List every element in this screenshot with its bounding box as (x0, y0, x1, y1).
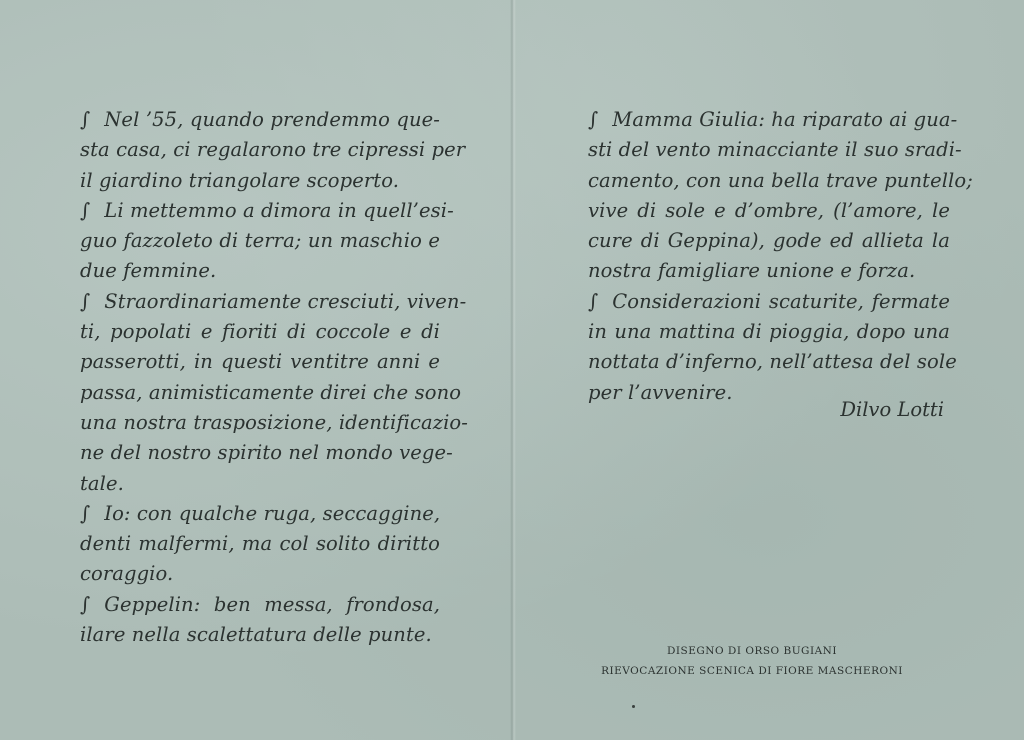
line-text: nottata d’inferno, nell’attesa del sole (588, 350, 957, 374)
text-line (80, 469, 440, 499)
line-text: il giardino triangolare scoperto. (80, 168, 400, 192)
line-text: Straordinariamente cresciuti, viven- (104, 289, 467, 313)
line-text: nostra famigliare unione e forza. (588, 259, 916, 283)
line-text: Io: con qualche ruga, seccaggine, (104, 501, 441, 525)
line-text: sta casa, ci regalarono tre cipressi per (80, 138, 466, 162)
line-text: passerotti, in questi ventitre anni e (80, 350, 440, 374)
line-text: vive di sole e d’ombre, (l’amore, le (588, 198, 950, 222)
text-line (588, 166, 973, 196)
text-line (80, 620, 440, 650)
text-line (80, 287, 467, 317)
text-line (80, 529, 440, 559)
text-line (588, 135, 962, 165)
text-line (80, 196, 454, 226)
text-line (80, 166, 440, 196)
text-line (80, 438, 453, 468)
line-text: Nel ’55, quando prendemmo que- (104, 108, 440, 131)
line-text: coraggio. (80, 562, 174, 586)
line-text: per l’avvenire. (588, 380, 733, 404)
text-line (80, 559, 440, 589)
text-line (80, 105, 440, 135)
text-line (80, 590, 440, 620)
line-text: una nostra trasposizione, identificazio- (80, 410, 468, 434)
section-mark-icon: ∫ (80, 592, 91, 616)
text-line (588, 317, 950, 347)
text-line (80, 135, 466, 165)
section-mark-icon: ∫ (80, 501, 91, 525)
text-line (80, 499, 440, 529)
text-line (80, 347, 440, 377)
text-line (80, 408, 468, 438)
line-text: camento, con una bella trave puntello; (588, 168, 973, 192)
text-line (588, 347, 957, 377)
line-text: in una mattina di pioggia, dopo una (588, 320, 950, 344)
line-text: cure di Geppina), gode ed allieta la (588, 229, 950, 253)
text-line (80, 317, 440, 347)
line-text: passa, animisticamente direi che sono (80, 380, 462, 404)
text-line (588, 105, 958, 135)
line-text: ti, popolati e fioriti di coccole e di (80, 320, 440, 344)
page-fold (510, 0, 516, 740)
line-text: due femmine. (80, 259, 217, 283)
author-signature: Dilvo Lotti (840, 398, 944, 421)
text-line (588, 287, 950, 317)
credits-block (600, 641, 904, 681)
line-text: sti del vento minacciante il suo sradi- (588, 138, 962, 162)
text-line (588, 196, 950, 226)
line-text: Geppelin: ben messa, frondosa, (104, 592, 440, 616)
line-text: Li mettemmo a dimora in quell’esi- (104, 198, 454, 222)
credit-line-staging: RIEVOCAZIONE SCENICA DI FIORE MASCHERONI (601, 665, 903, 677)
section-mark-icon: ∫ (80, 198, 91, 222)
section-mark-icon: ∫ (588, 289, 599, 313)
text-line (80, 256, 440, 286)
right-page-text (588, 105, 973, 408)
text-line (588, 256, 950, 286)
ink-dot (632, 705, 635, 708)
line-text: denti malfermi, ma col solito diritto (80, 532, 440, 556)
section-mark-icon: ∫ (588, 108, 599, 131)
section-mark-icon: ∫ (80, 289, 91, 313)
text-line (80, 226, 440, 256)
line-text: Mamma Giulia: ha riparato ai gua- (612, 108, 958, 131)
text-line (588, 226, 950, 256)
line-text: guo fazzoleto di terra; un maschio e (80, 229, 440, 253)
line-text: tale. (80, 471, 124, 495)
line-text: Considerazioni scaturite, fermate (612, 289, 950, 313)
section-mark-icon: ∫ (80, 108, 91, 131)
line-text: ilare nella scalettatura delle punte. (80, 623, 432, 647)
credit-line-drawing: DISEGNO DI ORSO BUGIANI (666, 645, 838, 657)
text-line (80, 378, 462, 408)
line-text: ne del nostro spirito nel mondo vege- (80, 441, 453, 465)
left-page-text (80, 105, 468, 650)
